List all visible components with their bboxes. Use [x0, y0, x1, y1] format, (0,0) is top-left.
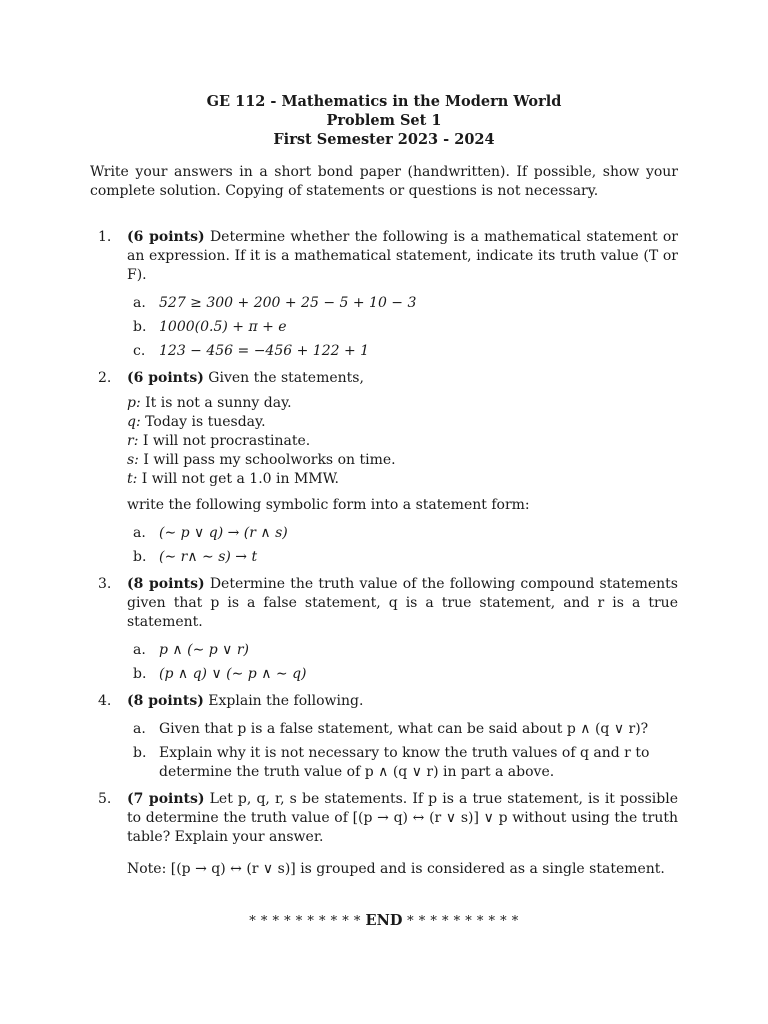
problem-points: (7 points): [127, 791, 205, 807]
definition-text: I will not get a 1.0 in MMW.: [137, 471, 340, 487]
course-title: GE 112 - Mathematics in the Modern World: [206, 93, 562, 110]
problem-number: 4.: [98, 693, 112, 709]
sub-item: [127, 641, 678, 660]
problem-1: [90, 228, 678, 361]
problem-text: [127, 228, 678, 285]
problem-note: Note: [(p → q) ↔ (r ∨ s)] is grouped and is considered as a single statement.: [127, 861, 665, 877]
sub-item-label: c.: [133, 343, 146, 359]
definition: [127, 432, 678, 451]
sub-item-text: Given that p is a false statement, what can be said about p ∧ (q ∨ r)?: [159, 721, 649, 737]
sub-item: [127, 665, 678, 684]
problem-5: [90, 790, 678, 879]
sub-item-label: a.: [133, 295, 146, 311]
problem-prompt: Determine the truth value of the following compound statements given that p is a false statement, q is a true statement, and r is a true statement.: [127, 576, 678, 630]
problem-prompt: Let p, q, r, s be statements. If p is a true statement, is it possible to determine the truth value of [(p → q) ↔ (r ∨ s)] ∨ p without using the truth table? Explain your answer.: [127, 791, 678, 845]
problem-points: (6 points): [127, 229, 205, 245]
sub-item-list: [127, 720, 678, 782]
definition-variable: r:: [127, 433, 139, 449]
problem-number: 5.: [98, 791, 112, 807]
end-text: END: [365, 912, 403, 929]
end-marker: [90, 912, 678, 929]
sub-item-expression: 123 − 456 = −456 + 122 + 1: [159, 343, 370, 359]
problem-list: [90, 228, 678, 879]
sub-item-label: b.: [133, 745, 147, 761]
definition-text: It is not a sunny day.: [140, 395, 292, 411]
sub-item-expression: (∼ p ∨ q) → (r ∧ s): [159, 525, 288, 541]
sub-item-expression: (∼ r∧ ∼ s) → t: [159, 549, 258, 565]
problem-text: [127, 790, 678, 847]
instructions: Write your answers in a short bond paper (handwritten). If possible, show your complete solution. Copying of statements or questions is not necessary.: [90, 164, 678, 199]
sub-item-expression: 527 ≥ 300 + 200 + 25 − 5 + 10 − 3: [159, 295, 417, 311]
definition: [127, 394, 678, 413]
problem-3: [90, 575, 678, 684]
sub-item: [127, 294, 678, 313]
sub-item: [127, 318, 678, 337]
sub-item: [127, 524, 678, 543]
title-block: [90, 92, 678, 149]
problem-set-title: Problem Set 1: [326, 112, 442, 129]
definition-variable: t:: [127, 471, 138, 487]
end-stars-left: * * * * * * * * * *: [249, 914, 361, 929]
sub-item-expression: p ∧ (∼ p ∨ r): [159, 642, 250, 658]
problem-text: [127, 692, 678, 711]
sub-item-label: b.: [133, 666, 147, 682]
problem-prompt: Determine whether the following is a mathematical statement or an expression. If it is a mathematical statement, indicate its truth value (T or F).: [127, 229, 678, 283]
sub-item: [127, 744, 678, 782]
definition-variable: p:: [127, 395, 141, 411]
definition: [127, 451, 678, 470]
sub-item-expression: (p ∧ q) ∨ (∼ p ∧ ∼ q): [159, 666, 307, 682]
problem-prompt: Explain the following.: [203, 693, 364, 709]
definition-variable: s:: [127, 452, 139, 468]
problem-text: [127, 369, 678, 388]
definition: [127, 413, 678, 432]
sub-item-label: a.: [133, 721, 146, 737]
statement-definitions: [127, 394, 678, 489]
problem-number: 2.: [98, 370, 112, 386]
sub-item-label: b.: [133, 549, 147, 565]
problem-2: [90, 369, 678, 567]
problem-4: [90, 692, 678, 782]
sub-item-label: a.: [133, 642, 146, 658]
problem-number: 1.: [98, 229, 112, 245]
sub-item: [127, 342, 678, 361]
sub-item-label: a.: [133, 525, 146, 541]
sub-item-list: [127, 524, 678, 567]
problem-points: (8 points): [127, 576, 205, 592]
problem-number: 3.: [98, 576, 112, 592]
sub-item-list: [127, 641, 678, 684]
definition: [127, 470, 678, 489]
problem-points: (6 points): [127, 370, 204, 386]
semester-title: First Semester 2023 - 2024: [273, 131, 495, 148]
sub-item-expression: 1000(0.5) + π + e: [159, 319, 287, 335]
definition-variable: q:: [127, 414, 141, 430]
definition-text: I will not procrastinate.: [138, 433, 311, 449]
sub-item: [127, 548, 678, 567]
problem-points: (8 points): [127, 693, 204, 709]
sub-item-list: [127, 294, 678, 361]
sub-item: [127, 720, 678, 739]
sub-item-text: Explain why it is not necessary to know the truth values of q and r to determine the truth value of p ∧ (q ∨ r) in part a above.: [159, 745, 650, 780]
sub-item-label: b.: [133, 319, 147, 335]
problem-followup-text: write the following symbolic form into a statement form:: [127, 497, 530, 513]
problem-prompt: Given the statements,: [203, 370, 364, 386]
definition-text: Today is tuesday.: [140, 414, 266, 430]
document-page: [90, 92, 678, 929]
problem-text: [127, 575, 678, 632]
end-stars-right: * * * * * * * * * *: [407, 914, 519, 929]
definition-text: I will pass my schoolworks on time.: [138, 452, 396, 468]
